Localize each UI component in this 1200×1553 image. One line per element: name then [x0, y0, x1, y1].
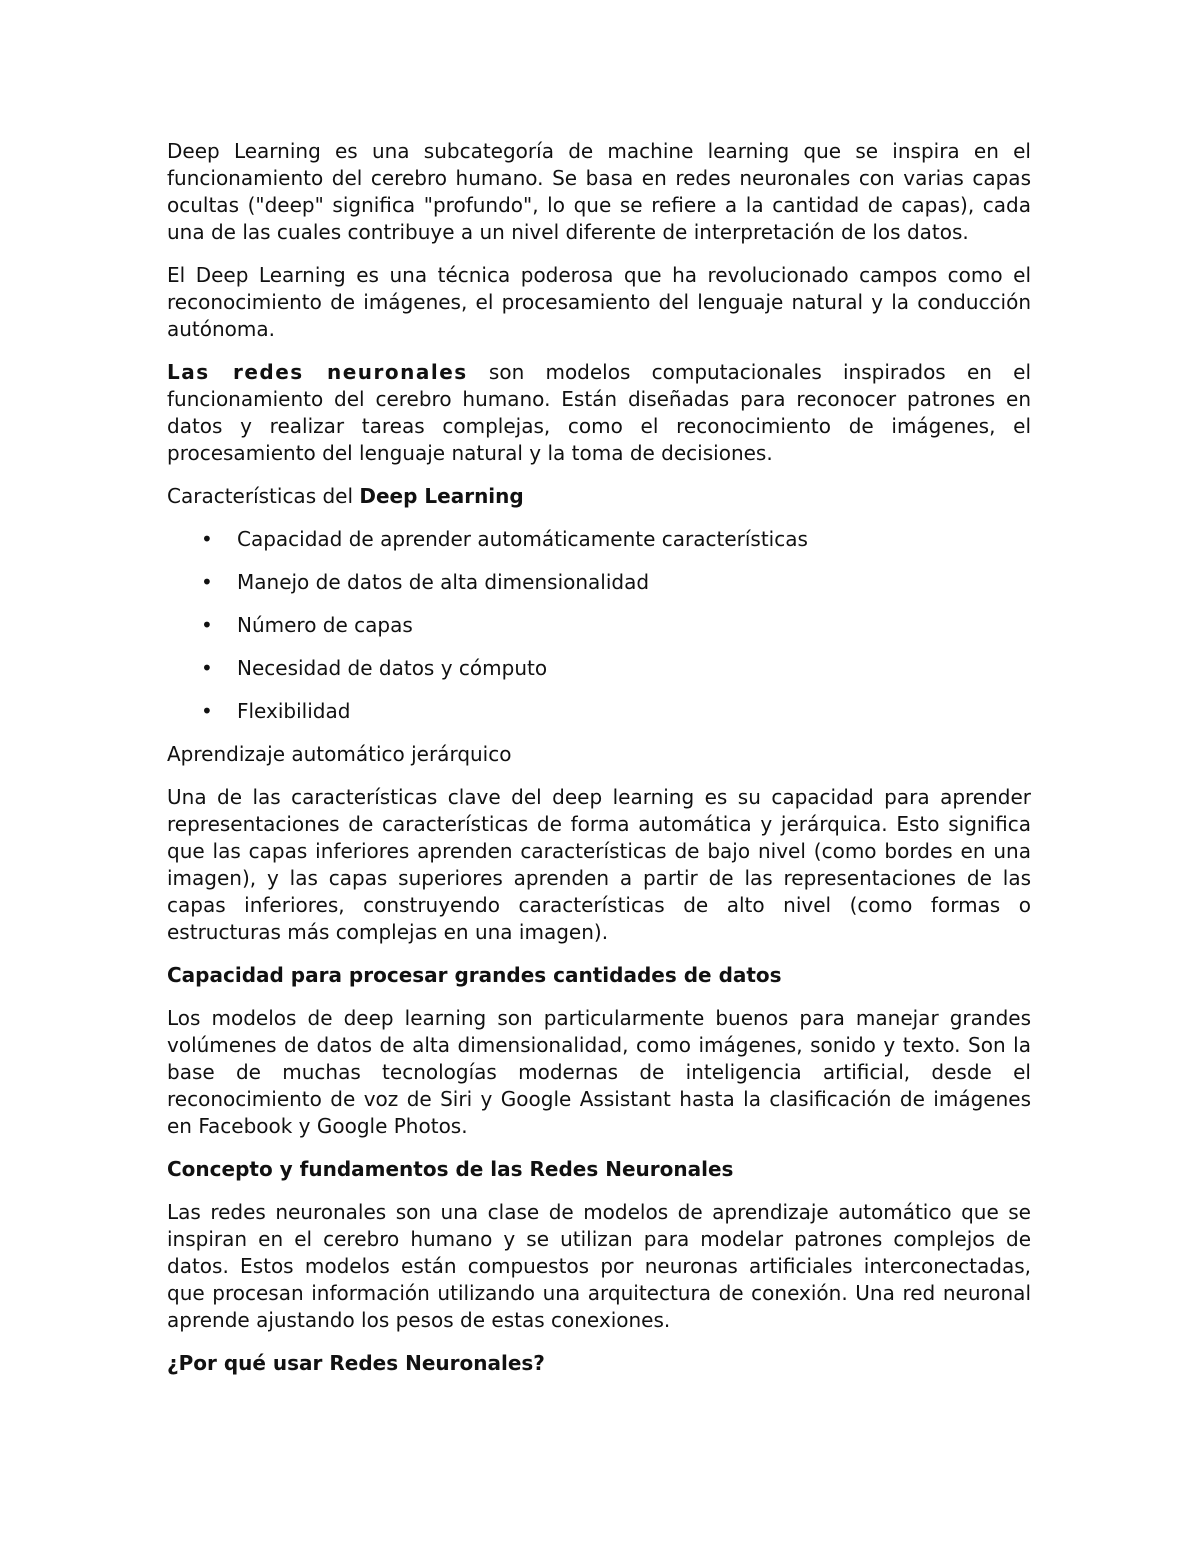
list-item: [167, 612, 1031, 639]
hierarchical-learning-heading: Aprendizaje automático jerárquico: [167, 742, 512, 766]
list-item-text: Flexibilidad: [237, 699, 351, 723]
document-body: [167, 138, 1031, 1393]
paragraph-large-data: Los modelos de deep learning son particularmente buenos para manejar grandes volúmenes de datos de alta dimensionalidad, como imágenes, sonido y texto. Son la base de muchas tecnologías modernas de inteligencia artificial, desde el reconocimiento de voz de Siri y Google Assistant hasta la clasificación de imágenes en Facebook y Google Photos.: [167, 1006, 1031, 1138]
paragraph-hierarchical-learning: Una de las características clave del deep learning es su capacidad para aprender representaciones de características de forma automática y jerárquica. Esto significa que las capas inferiores aprenden características de bajo nivel (como bordes en una imagen), y las capas superiores aprenden a partir de las representaciones de las capas inferiores, construyendo características de alto nivel (como formas o estructuras más complejas en una imagen).: [167, 785, 1031, 944]
list-item: [167, 655, 1031, 682]
bullet-icon: •: [201, 699, 213, 723]
characteristics-heading: [167, 483, 1031, 510]
list-item: [167, 569, 1031, 596]
features-list: [167, 526, 1031, 725]
paragraph-neural-networks: [167, 359, 1031, 467]
paragraph-concepts: Las redes neuronales son una clase de modelos de aprendizaje automático que se inspiran en el cerebro humano y se utilizan para modelar patrones complejos de datos. Estos modelos están compuestos por neuronas artificiales interconectadas, que procesan información utilizando una arquitectura de conexión. Una red neuronal aprende ajustando los pesos de estas conexiones.: [167, 1200, 1031, 1332]
neural-networks-term: Las redes neuronales: [167, 360, 468, 384]
bullet-icon: •: [201, 527, 213, 551]
paragraph-deep-learning-definition: Deep Learning es una subcategoría de machine learning que se inspira en el funcionamiento del cerebro humano. Se basa en redes neuronales con varias capas ocultas ("deep" significa "profundo", lo que se refiere a la cantidad de capas), cada una de las cuales contribuye a un nivel diferente de interpretación de los datos.: [167, 139, 1031, 244]
neural-networks-description: son modelos computacionales inspirados en el funcionamiento del cerebro humano. Están diseñadas para reconocer patrones en datos y realizar tareas complejas, como el reconocimiento de imágenes, el procesamiento del lenguaje natural y la toma de decisiones.: [167, 360, 1031, 465]
bullet-icon: •: [201, 656, 213, 680]
list-item-text: Número de capas: [237, 613, 413, 637]
characteristics-term: Deep Learning: [359, 484, 524, 508]
large-data-heading: Capacidad para procesar grandes cantidades de datos: [167, 963, 782, 987]
list-item: [167, 698, 1031, 725]
bullet-icon: •: [201, 570, 213, 594]
list-item-text: Necesidad de datos y cómputo: [237, 656, 548, 680]
bullet-icon: •: [201, 613, 213, 637]
characteristics-prefix: Características del: [167, 484, 360, 508]
list-item: [167, 526, 1031, 553]
list-item-text: Capacidad de aprender automáticamente características: [237, 527, 808, 551]
paragraph-deep-learning-impact: El Deep Learning es una técnica poderosa que ha revolucionado campos como el reconocimiento de imágenes, el procesamiento del lenguaje natural y la conducción autónoma.: [167, 263, 1031, 341]
list-item-text: Manejo de datos de alta dimensionalidad: [237, 570, 650, 594]
concepts-heading: Concepto y fundamentos de las Redes Neuronales: [167, 1157, 734, 1181]
why-neural-networks-heading: ¿Por qué usar Redes Neuronales?: [167, 1351, 545, 1375]
